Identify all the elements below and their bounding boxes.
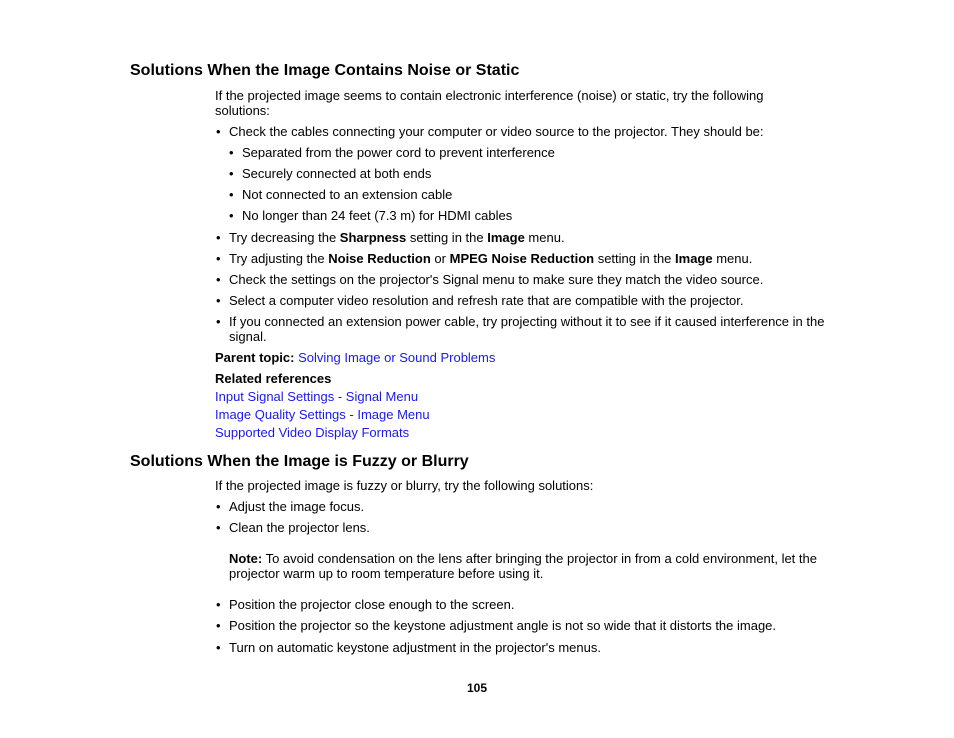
list-item: • Position the projector so the keystone adjustment angle is not so wide that it distorts the image. — [229, 618, 829, 633]
parent-topic-label: Parent topic: — [215, 350, 295, 365]
list-item: • Try decreasing the Sharpness setting in the Image menu. — [229, 230, 829, 245]
bullet-list — [229, 124, 829, 139]
list-item: • Adjust the image focus. — [229, 499, 829, 514]
related-link-video-formats[interactable]: Supported Video Display Formats — [215, 425, 410, 440]
section-heading-noise: Solutions When the Image Contains Noise or Static — [130, 62, 520, 79]
related-link-image-menu[interactable]: Image Quality Settings - Image Menu — [215, 407, 430, 422]
bullet-list — [229, 499, 829, 535]
list-item: • Check the settings on the projector's Signal menu to make sure they match the video source. — [229, 272, 829, 287]
list-item: • Check the cables connecting your computer or video source to the projector. They should be: — [229, 124, 829, 139]
bullet-list — [229, 230, 829, 344]
related-references-label: Related references — [215, 371, 332, 386]
parent-topic — [215, 350, 495, 365]
list-item: • Turn on automatic keystone adjustment in the projector's menus. — [229, 640, 829, 655]
section-heading-blurry: Solutions When the Image is Fuzzy or Blurry — [130, 453, 469, 470]
list-item: • Try adjusting the Noise Reduction or MPEG Noise Reduction setting in the Image menu. — [229, 251, 829, 266]
list-item: • If you connected an extension power cable, try projecting without it to see if it caused interference in the signal. — [229, 314, 829, 344]
note-label: Note: — [229, 551, 263, 566]
parent-topic-link[interactable]: Solving Image or Sound Problems — [298, 350, 496, 365]
intro-paragraph: If the projected image seems to contain electronic interference (noise) or static, try the following solutions: — [215, 88, 764, 118]
list-item: • Securely connected at both ends — [242, 166, 802, 181]
note: Note: To avoid condensation on the lens after bringing the projector in from a cold environment, let the projector warm up to room temperature before using it. — [229, 551, 817, 581]
list-item: • Not connected to an extension cable — [242, 187, 802, 202]
intro-paragraph: If the projected image is fuzzy or blurry, try the following solutions: — [215, 478, 594, 493]
related-link-signal-menu[interactable]: Input Signal Settings - Signal Menu — [215, 389, 419, 404]
cable-sublist — [242, 145, 802, 223]
list-item: • Position the projector close enough to the screen. — [229, 597, 829, 612]
list-item: • Separated from the power cord to prevent interference — [242, 145, 802, 160]
list-item: • No longer than 24 feet (7.3 m) for HDMI cables — [242, 208, 802, 223]
list-item: • Select a computer video resolution and refresh rate that are compatible with the projector. — [229, 293, 829, 308]
bullet-list — [229, 597, 829, 655]
list-item: • Clean the projector lens. — [229, 520, 829, 535]
page-number: 105 — [466, 681, 488, 695]
